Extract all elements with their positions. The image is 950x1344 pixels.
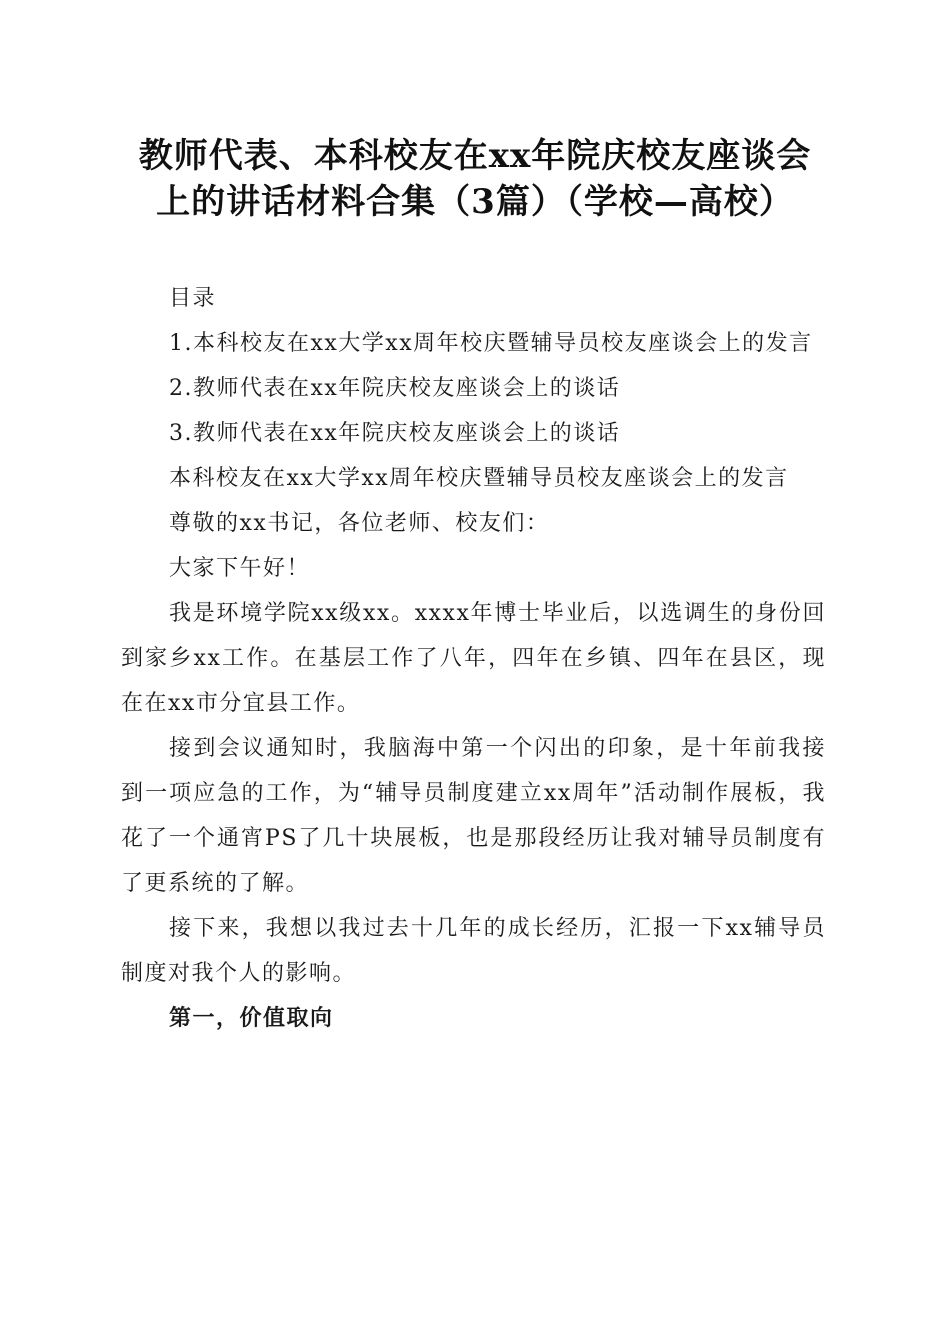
section-title: 本科校友在xx大学xx周年校庆暨辅导员校友座谈会上的发言: [169, 466, 789, 491]
body-paragraph-1: 我是环境学院xx级xx。xxxx年博士毕业后，以选调生的身份回到家乡xx工作。在基层工作了八年，四年在乡镇、四年在县区，现在在xx市分宜县工作。: [121, 601, 826, 716]
toc-item-3: 3.教师代表在xx年院庆校友座谈会上的谈话: [169, 421, 621, 446]
document-body: [121, 276, 826, 1041]
salutation: 尊敬的xx书记，各位老师、校友们：: [169, 511, 550, 536]
document-title: [100, 133, 850, 225]
toc-item-1: 1.本科校友在xx大学xx周年校庆暨辅导员校友座谈会上的发言: [169, 331, 813, 356]
title-line-2: 上的讲话材料合集（3篇）（学校—高校）: [156, 182, 794, 222]
title-line-1: 教师代表、本科校友在xx年院庆校友座谈会: [138, 136, 812, 176]
subheading: 第一，价值取向: [169, 1005, 334, 1031]
toc-item-2: 2.教师代表在xx年院庆校友座谈会上的谈话: [169, 376, 621, 401]
toc-heading: 目录: [169, 286, 217, 311]
greeting: 大家下午好！: [169, 556, 311, 581]
body-paragraph-3: 接下来，我想以我过去十几年的成长经历，汇报一下xx辅导员制度对我个人的影响。: [121, 916, 826, 986]
body-paragraph-2: 接到会议通知时，我脑海中第一个闪出的印象，是十年前我接到一项应急的工作，为“辅导员制度建立xx周年”活动制作展板，我花了一个通宵PS了几十块展板，也是那段经历让我对辅导员制度有了更系统的了解。: [121, 736, 826, 896]
